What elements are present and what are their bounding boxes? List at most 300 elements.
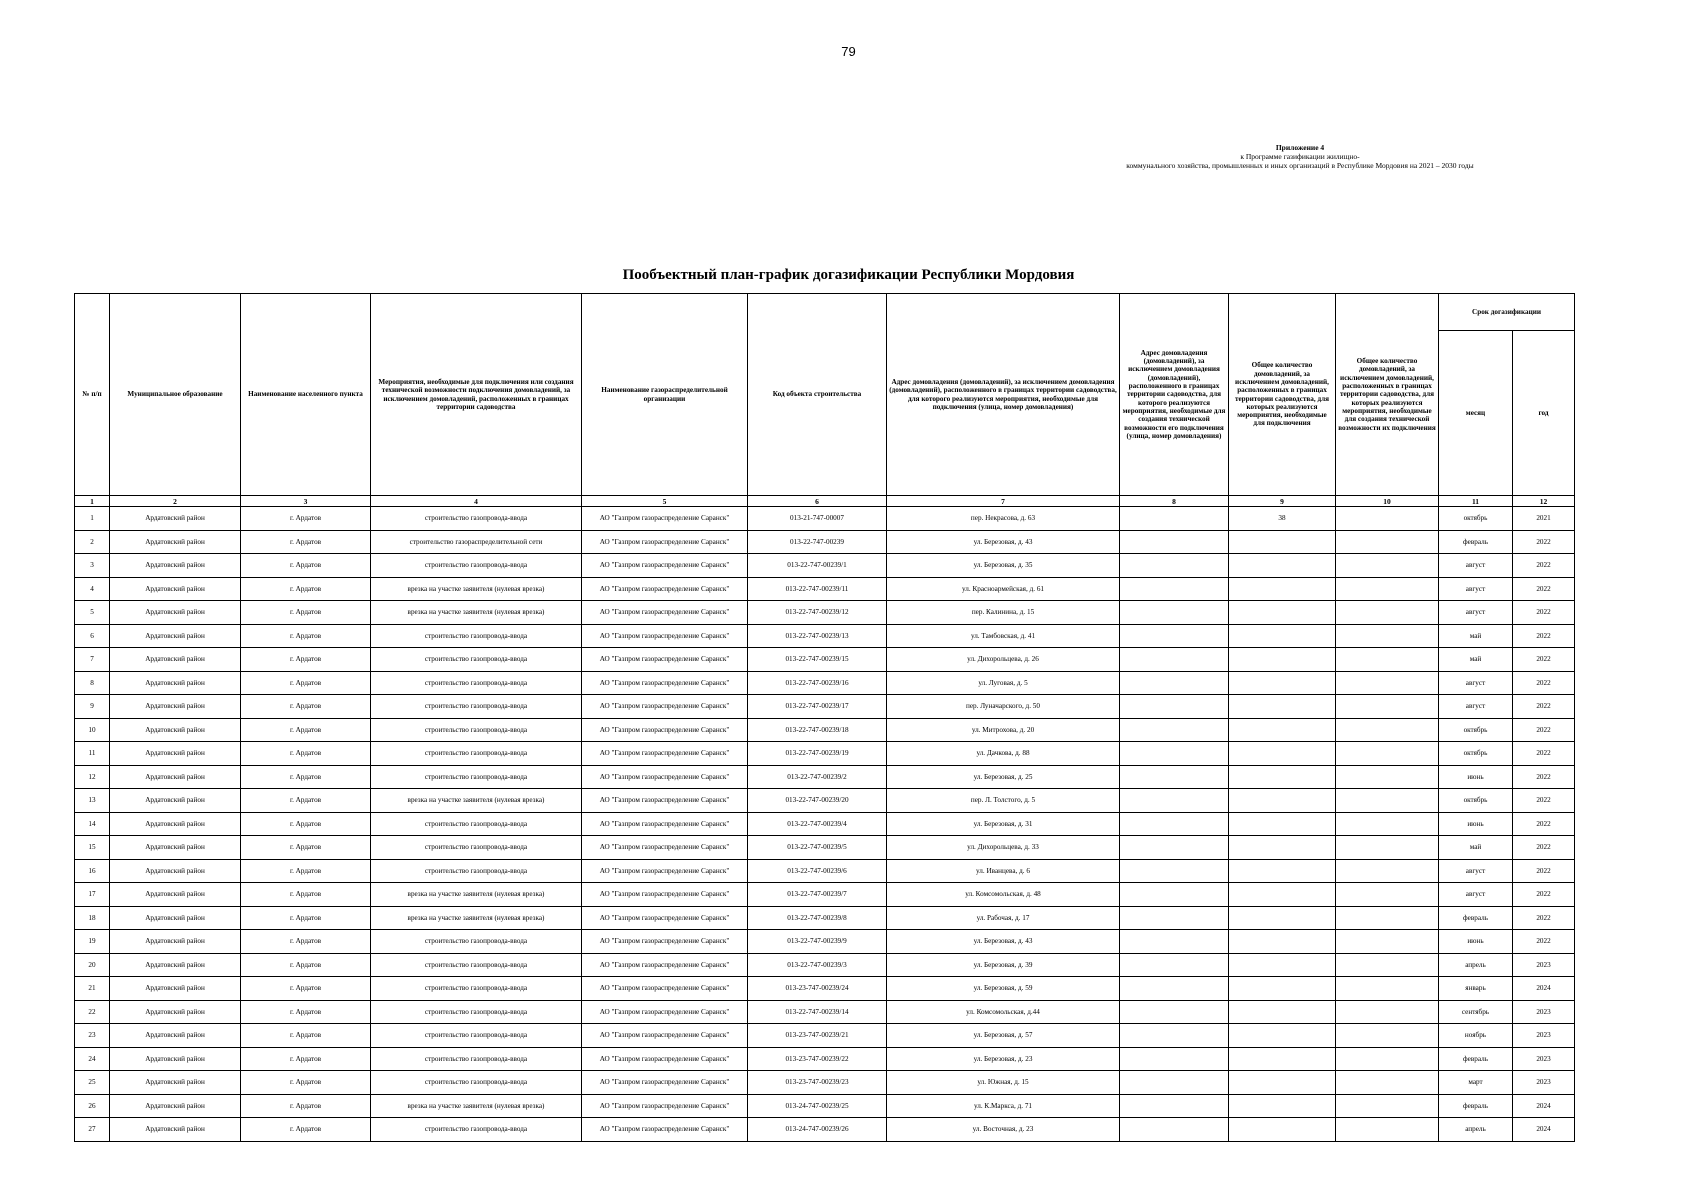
- cell-num: 25: [75, 1071, 110, 1095]
- cell-address: ул. Дихорольцева, д. 33: [887, 836, 1120, 860]
- cell-measures: строительство газопровода-ввода: [371, 624, 582, 648]
- cell-gdo: АО "Газпром газораспределение Саранск": [582, 836, 748, 860]
- cell-settlement: г. Ардатов: [241, 977, 371, 1001]
- cell-address-tech: [1120, 1024, 1229, 1048]
- cell-address-tech: [1120, 930, 1229, 954]
- column-number: 9: [1229, 496, 1336, 507]
- cell-total-tech: [1336, 624, 1439, 648]
- cell-gdo: АО "Газпром газораспределение Саранск": [582, 601, 748, 625]
- cell-num: 7: [75, 648, 110, 672]
- cell-month: август: [1439, 554, 1513, 578]
- cell-measures: врезка на участке заявителя (нулевая врезка): [371, 883, 582, 907]
- cell-object-code: 013-22-747-00239/16: [748, 671, 887, 695]
- cell-year: 2022: [1513, 671, 1575, 695]
- cell-num: 23: [75, 1024, 110, 1048]
- cell-address: ул. Иванцева, д. 6: [887, 859, 1120, 883]
- cell-object-code: 013-22-747-00239/15: [748, 648, 887, 672]
- cell-measures: строительство газопровода-ввода: [371, 554, 582, 578]
- appendix-title: Приложение 4: [1275, 143, 1325, 152]
- cell-object-code: 013-22-747-00239/12: [748, 601, 887, 625]
- cell-total-tech: [1336, 1118, 1439, 1142]
- cell-address-tech: [1120, 789, 1229, 813]
- cell-address: ул. Березовая, д. 59: [887, 977, 1120, 1001]
- cell-measures: строительство газопровода-ввода: [371, 1047, 582, 1071]
- table-body: [75, 507, 1575, 1142]
- cell-month: май: [1439, 624, 1513, 648]
- cell-measures: строительство газопровода-ввода: [371, 836, 582, 860]
- cell-month: сентябрь: [1439, 1000, 1513, 1024]
- table-row: [75, 977, 1575, 1001]
- cell-gdo: АО "Газпром газораспределение Саранск": [582, 1094, 748, 1118]
- cell-gdo: АО "Газпром газораспределение Саранск": [582, 1024, 748, 1048]
- cell-municipality: Ардатовский район: [110, 1118, 241, 1142]
- cell-year: 2022: [1513, 742, 1575, 766]
- cell-object-code: 013-22-747-00239/9: [748, 930, 887, 954]
- cell-measures: врезка на участке заявителя (нулевая врезка): [371, 601, 582, 625]
- cell-municipality: Ардатовский район: [110, 836, 241, 860]
- table-row: [75, 742, 1575, 766]
- column-number: 6: [748, 496, 887, 507]
- cell-settlement: г. Ардатов: [241, 671, 371, 695]
- cell-gdo: АО "Газпром газораспределение Саранск": [582, 1047, 748, 1071]
- cell-address-tech: [1120, 883, 1229, 907]
- cell-total-connect: [1229, 718, 1336, 742]
- cell-address: ул. Рабочая, д. 17: [887, 906, 1120, 930]
- cell-settlement: г. Ардатов: [241, 906, 371, 930]
- table-row: [75, 812, 1575, 836]
- column-number: 7: [887, 496, 1120, 507]
- table-row: [75, 883, 1575, 907]
- cell-year: 2022: [1513, 812, 1575, 836]
- cell-month: октябрь: [1439, 718, 1513, 742]
- cell-settlement: г. Ардатов: [241, 1024, 371, 1048]
- cell-object-code: 013-22-747-00239/8: [748, 906, 887, 930]
- cell-address-tech: [1120, 742, 1229, 766]
- cell-settlement: г. Ардатов: [241, 930, 371, 954]
- cell-year: 2022: [1513, 836, 1575, 860]
- cell-gdo: АО "Газпром газораспределение Саранск": [582, 812, 748, 836]
- cell-address: ул. Тамбовская, д. 41: [887, 624, 1120, 648]
- cell-settlement: г. Ардатов: [241, 1047, 371, 1071]
- table-row: [75, 1071, 1575, 1095]
- cell-settlement: г. Ардатов: [241, 530, 371, 554]
- cell-municipality: Ардатовский район: [110, 577, 241, 601]
- cell-total-tech: [1336, 765, 1439, 789]
- cell-total-tech: [1336, 1094, 1439, 1118]
- appendix-line-2: коммунального хозяйства, промышленных и иных организаций в Республике Мордовия на 2021 – 2030 годы: [1126, 161, 1474, 170]
- cell-total-tech: [1336, 601, 1439, 625]
- cell-month: август: [1439, 859, 1513, 883]
- cell-municipality: Ардатовский район: [110, 742, 241, 766]
- cell-address-tech: [1120, 624, 1229, 648]
- cell-address-tech: [1120, 1000, 1229, 1024]
- cell-month: февраль: [1439, 1094, 1513, 1118]
- cell-num: 20: [75, 953, 110, 977]
- cell-measures: строительство газопровода-ввода: [371, 507, 582, 531]
- cell-settlement: г. Ардатов: [241, 718, 371, 742]
- cell-num: 6: [75, 624, 110, 648]
- cell-settlement: г. Ардатов: [241, 554, 371, 578]
- cell-municipality: Ардатовский район: [110, 953, 241, 977]
- cell-year: 2024: [1513, 1118, 1575, 1142]
- cell-municipality: Ардатовский район: [110, 601, 241, 625]
- cell-object-code: 013-21-747-00007: [748, 507, 887, 531]
- cell-address: ул. Митрохова, д. 20: [887, 718, 1120, 742]
- cell-month: апрель: [1439, 1118, 1513, 1142]
- cell-address-tech: [1120, 671, 1229, 695]
- column-number: 3: [241, 496, 371, 507]
- cell-object-code: 013-22-747-00239/3: [748, 953, 887, 977]
- cell-address-tech: [1120, 601, 1229, 625]
- cell-total-connect: [1229, 530, 1336, 554]
- cell-object-code: 013-22-747-00239/18: [748, 718, 887, 742]
- column-number: 1: [75, 496, 110, 507]
- cell-total-connect: [1229, 930, 1336, 954]
- cell-total-connect: [1229, 624, 1336, 648]
- cell-month: май: [1439, 836, 1513, 860]
- cell-address-tech: [1120, 906, 1229, 930]
- cell-year: 2022: [1513, 648, 1575, 672]
- cell-num: 27: [75, 1118, 110, 1142]
- cell-settlement: г. Ардатов: [241, 953, 371, 977]
- cell-num: 16: [75, 859, 110, 883]
- cell-object-code: 013-22-747-00239/7: [748, 883, 887, 907]
- header-measures: Мероприятия, необходимые для подключения или создания технической возможности подключения домовладений, за исключением домовладений, расположенных в границах территории садоводства: [371, 294, 582, 496]
- cell-address: ул. К.Маркса, д. 71: [887, 1094, 1120, 1118]
- table-row: [75, 507, 1575, 531]
- cell-settlement: г. Ардатов: [241, 624, 371, 648]
- cell-object-code: 013-22-747-00239/11: [748, 577, 887, 601]
- cell-total-connect: 38: [1229, 507, 1336, 531]
- cell-address-tech: [1120, 530, 1229, 554]
- cell-year: 2022: [1513, 930, 1575, 954]
- table-header: [75, 294, 1575, 507]
- cell-object-code: 013-22-747-00239/2: [748, 765, 887, 789]
- cell-total-tech: [1336, 930, 1439, 954]
- table-row: [75, 1000, 1575, 1024]
- cell-year: 2022: [1513, 695, 1575, 719]
- cell-year: 2022: [1513, 554, 1575, 578]
- header-month: месяц: [1439, 331, 1513, 496]
- cell-object-code: 013-23-747-00239/24: [748, 977, 887, 1001]
- table-row: [75, 1024, 1575, 1048]
- cell-total-connect: [1229, 812, 1336, 836]
- cell-total-tech: [1336, 554, 1439, 578]
- gasification-schedule-table: [74, 293, 1575, 1142]
- cell-month: ноябрь: [1439, 1024, 1513, 1048]
- cell-address: ул. Комсомольская, д.44: [887, 1000, 1120, 1024]
- cell-year: 2022: [1513, 859, 1575, 883]
- cell-address-tech: [1120, 836, 1229, 860]
- cell-year: 2022: [1513, 789, 1575, 813]
- cell-settlement: г. Ардатов: [241, 1118, 371, 1142]
- cell-year: 2023: [1513, 953, 1575, 977]
- cell-address: пер. Л. Толстого, д. 5: [887, 789, 1120, 813]
- cell-year: 2022: [1513, 577, 1575, 601]
- cell-measures: строительство газопровода-ввода: [371, 859, 582, 883]
- cell-address-tech: [1120, 953, 1229, 977]
- cell-total-connect: [1229, 1094, 1336, 1118]
- table-row: [75, 1047, 1575, 1071]
- cell-measures: строительство газопровода-ввода: [371, 1000, 582, 1024]
- cell-num: 17: [75, 883, 110, 907]
- cell-total-tech: [1336, 789, 1439, 813]
- cell-address: ул. Березовая, д. 35: [887, 554, 1120, 578]
- cell-num: 5: [75, 601, 110, 625]
- cell-year: 2023: [1513, 1024, 1575, 1048]
- cell-address-tech: [1120, 765, 1229, 789]
- cell-total-connect: [1229, 742, 1336, 766]
- cell-month: август: [1439, 671, 1513, 695]
- header-municipality: Муниципальное образование: [110, 294, 241, 496]
- cell-total-tech: [1336, 883, 1439, 907]
- cell-gdo: АО "Газпром газораспределение Саранск": [582, 695, 748, 719]
- cell-total-tech: [1336, 718, 1439, 742]
- document-title: Пообъектный план-график догазификации Республики Мордовия: [622, 267, 1075, 283]
- cell-num: 18: [75, 906, 110, 930]
- cell-measures: строительство газопровода-ввода: [371, 977, 582, 1001]
- cell-year: 2022: [1513, 906, 1575, 930]
- table-row: [75, 836, 1575, 860]
- table-row: [75, 953, 1575, 977]
- cell-num: 2: [75, 530, 110, 554]
- cell-total-connect: [1229, 1047, 1336, 1071]
- cell-year: 2022: [1513, 718, 1575, 742]
- cell-num: 21: [75, 977, 110, 1001]
- cell-address: ул. Березовая, д. 39: [887, 953, 1120, 977]
- cell-total-tech: [1336, 648, 1439, 672]
- cell-address: ул. Дачкова, д. 88: [887, 742, 1120, 766]
- cell-month: июнь: [1439, 812, 1513, 836]
- cell-num: 4: [75, 577, 110, 601]
- cell-month: январь: [1439, 977, 1513, 1001]
- cell-month: апрель: [1439, 953, 1513, 977]
- cell-address-tech: [1120, 859, 1229, 883]
- cell-object-code: 013-22-747-00239/14: [748, 1000, 887, 1024]
- cell-address: ул. Березовая, д. 43: [887, 930, 1120, 954]
- cell-gdo: АО "Газпром газораспределение Саранск": [582, 1000, 748, 1024]
- cell-address: ул. Березовая, д. 31: [887, 812, 1120, 836]
- cell-gdo: АО "Газпром газораспределение Саранск": [582, 742, 748, 766]
- cell-municipality: Ардатовский район: [110, 1000, 241, 1024]
- cell-year: 2024: [1513, 1094, 1575, 1118]
- cell-num: 3: [75, 554, 110, 578]
- cell-total-connect: [1229, 953, 1336, 977]
- cell-total-tech: [1336, 577, 1439, 601]
- cell-gdo: АО "Газпром газораспределение Саранск": [582, 883, 748, 907]
- cell-object-code: 013-22-747-00239/5: [748, 836, 887, 860]
- cell-gdo: АО "Газпром газораспределение Саранск": [582, 906, 748, 930]
- cell-address: ул. Дихорольцева, д. 26: [887, 648, 1120, 672]
- table-row: [75, 859, 1575, 883]
- cell-municipality: Ардатовский район: [110, 695, 241, 719]
- cell-measures: строительство газораспределительной сети: [371, 530, 582, 554]
- cell-address-tech: [1120, 1047, 1229, 1071]
- cell-address-tech: [1120, 648, 1229, 672]
- cell-address: ул. Южная, д. 15: [887, 1071, 1120, 1095]
- cell-total-connect: [1229, 554, 1336, 578]
- cell-settlement: г. Ардатов: [241, 836, 371, 860]
- cell-settlement: г. Ардатов: [241, 765, 371, 789]
- table-row: [75, 530, 1575, 554]
- cell-gdo: АО "Газпром газораспределение Саранск": [582, 1118, 748, 1142]
- cell-year: 2022: [1513, 765, 1575, 789]
- cell-object-code: 013-22-747-00239/1: [748, 554, 887, 578]
- column-number: 8: [1120, 496, 1229, 507]
- cell-measures: строительство газопровода-ввода: [371, 671, 582, 695]
- table-row: [75, 789, 1575, 813]
- cell-address-tech: [1120, 1071, 1229, 1095]
- cell-municipality: Ардатовский район: [110, 1094, 241, 1118]
- cell-num: 15: [75, 836, 110, 860]
- cell-municipality: Ардатовский район: [110, 648, 241, 672]
- cell-gdo: АО "Газпром газораспределение Саранск": [582, 930, 748, 954]
- cell-total-tech: [1336, 695, 1439, 719]
- cell-settlement: г. Ардатов: [241, 695, 371, 719]
- cell-address-tech: [1120, 1118, 1229, 1142]
- cell-total-tech: [1336, 507, 1439, 531]
- cell-total-connect: [1229, 1024, 1336, 1048]
- cell-object-code: 013-23-747-00239/22: [748, 1047, 887, 1071]
- cell-address: пер. Некрасова, д. 63: [887, 507, 1120, 531]
- cell-address: ул. Красноармейская, д. 61: [887, 577, 1120, 601]
- cell-measures: строительство газопровода-ввода: [371, 742, 582, 766]
- cell-gdo: АО "Газпром газораспределение Саранск": [582, 859, 748, 883]
- cell-gdo: АО "Газпром газораспределение Саранск": [582, 789, 748, 813]
- cell-object-code: 013-22-747-00239/17: [748, 695, 887, 719]
- cell-measures: строительство газопровода-ввода: [371, 930, 582, 954]
- cell-total-connect: [1229, 883, 1336, 907]
- cell-municipality: Ардатовский район: [110, 906, 241, 930]
- cell-measures: врезка на участке заявителя (нулевая врезка): [371, 789, 582, 813]
- cell-total-connect: [1229, 1118, 1336, 1142]
- cell-total-tech: [1336, 977, 1439, 1001]
- header-settlement: Наименование населенного пункта: [241, 294, 371, 496]
- cell-num: 11: [75, 742, 110, 766]
- cell-month: октябрь: [1439, 507, 1513, 531]
- cell-address-tech: [1120, 1094, 1229, 1118]
- cell-measures: строительство газопровода-ввода: [371, 1024, 582, 1048]
- cell-total-tech: [1336, 859, 1439, 883]
- cell-municipality: Ардатовский район: [110, 765, 241, 789]
- cell-settlement: г. Ардатов: [241, 648, 371, 672]
- header-object-code: Код объекта строительства: [748, 294, 887, 496]
- cell-municipality: Ардатовский район: [110, 977, 241, 1001]
- cell-address: ул. Березовая, д. 43: [887, 530, 1120, 554]
- cell-municipality: Ардатовский район: [110, 530, 241, 554]
- table-row: [75, 554, 1575, 578]
- page-number: 79: [841, 44, 856, 59]
- header-total-connect: Общее количество домовладений, за исключением домовладений, расположенных в границах территории садоводства, для которых реализуются мероприятия, необходимые для подключения: [1229, 294, 1336, 496]
- cell-gdo: АО "Газпром газораспределение Саранск": [582, 977, 748, 1001]
- cell-total-tech: [1336, 953, 1439, 977]
- column-number: 5: [582, 496, 748, 507]
- cell-measures: врезка на участке заявителя (нулевая врезка): [371, 577, 582, 601]
- column-number: 4: [371, 496, 582, 507]
- header-total-tech: Общее количество домовладений, за исключением домовладений, расположенных в границах территории садоводства, для которых реализуются мероприятия, необходимые для создания технической возможности их подключения: [1336, 294, 1439, 496]
- cell-municipality: Ардатовский район: [110, 1024, 241, 1048]
- cell-year: 2022: [1513, 624, 1575, 648]
- cell-total-connect: [1229, 1071, 1336, 1095]
- cell-year: 2021: [1513, 507, 1575, 531]
- cell-gdo: АО "Газпром газораспределение Саранск": [582, 648, 748, 672]
- cell-settlement: г. Ардатов: [241, 812, 371, 836]
- cell-measures: врезка на участке заявителя (нулевая врезка): [371, 906, 582, 930]
- cell-municipality: Ардатовский район: [110, 718, 241, 742]
- appendix-line-1: к Программе газификации жилищно-: [1240, 152, 1360, 161]
- cell-total-tech: [1336, 1000, 1439, 1024]
- cell-month: февраль: [1439, 530, 1513, 554]
- cell-municipality: Ардатовский район: [110, 789, 241, 813]
- cell-object-code: 013-22-747-00239/6: [748, 859, 887, 883]
- header-address: Адрес домовладения (домовладений), за исключением домовладения (домовладений), расположенного в границах территории садоводства, для которого реализуются мероприятия, необходимые для подключения (улица, номер домовладения): [887, 294, 1120, 496]
- cell-num: 1: [75, 507, 110, 531]
- cell-month: февраль: [1439, 906, 1513, 930]
- cell-object-code: 013-22-747-00239/13: [748, 624, 887, 648]
- cell-month: август: [1439, 577, 1513, 601]
- cell-month: июнь: [1439, 930, 1513, 954]
- cell-total-connect: [1229, 765, 1336, 789]
- cell-settlement: г. Ардатов: [241, 883, 371, 907]
- cell-settlement: г. Ардатов: [241, 1000, 371, 1024]
- cell-settlement: г. Ардатов: [241, 577, 371, 601]
- cell-month: март: [1439, 1071, 1513, 1095]
- column-number: 11: [1439, 496, 1513, 507]
- cell-address-tech: [1120, 718, 1229, 742]
- cell-year: 2023: [1513, 1071, 1575, 1095]
- cell-total-connect: [1229, 577, 1336, 601]
- cell-measures: строительство газопровода-ввода: [371, 648, 582, 672]
- header-num: № п/п: [75, 294, 110, 496]
- cell-address-tech: [1120, 695, 1229, 719]
- cell-total-tech: [1336, 742, 1439, 766]
- cell-address: ул. Березовая, д. 57: [887, 1024, 1120, 1048]
- table-row: [75, 624, 1575, 648]
- cell-address-tech: [1120, 812, 1229, 836]
- cell-num: 9: [75, 695, 110, 719]
- cell-gdo: АО "Газпром газораспределение Саранск": [582, 953, 748, 977]
- cell-month: октябрь: [1439, 742, 1513, 766]
- column-number: 10: [1336, 496, 1439, 507]
- cell-settlement: г. Ардатов: [241, 859, 371, 883]
- cell-month: август: [1439, 883, 1513, 907]
- column-number: 2: [110, 496, 241, 507]
- cell-total-connect: [1229, 648, 1336, 672]
- cell-total-connect: [1229, 601, 1336, 625]
- table-row: [75, 648, 1575, 672]
- cell-gdo: АО "Газпром газораспределение Саранск": [582, 624, 748, 648]
- cell-municipality: Ардатовский район: [110, 507, 241, 531]
- cell-address-tech: [1120, 507, 1229, 531]
- cell-object-code: 013-22-747-00239/19: [748, 742, 887, 766]
- cell-measures: строительство газопровода-ввода: [371, 1118, 582, 1142]
- cell-num: 26: [75, 1094, 110, 1118]
- cell-settlement: г. Ардатов: [241, 789, 371, 813]
- cell-num: 19: [75, 930, 110, 954]
- cell-gdo: АО "Газпром газораспределение Саранск": [582, 765, 748, 789]
- cell-municipality: Ардатовский район: [110, 554, 241, 578]
- cell-settlement: г. Ардатов: [241, 507, 371, 531]
- cell-month: август: [1439, 601, 1513, 625]
- table-row: [75, 906, 1575, 930]
- cell-year: 2023: [1513, 1000, 1575, 1024]
- header-address-tech: Адрес домовладения (домовладений), за исключением домовладения (домовладений), расположенного в границах территории садоводства, для которого реализуются мероприятия, необходимые для создания технической возможности его подключения (улица, номер домовладения): [1120, 294, 1229, 496]
- cell-measures: строительство газопровода-ввода: [371, 953, 582, 977]
- cell-month: февраль: [1439, 1047, 1513, 1071]
- table-row: [75, 671, 1575, 695]
- cell-address-tech: [1120, 554, 1229, 578]
- cell-year: 2022: [1513, 530, 1575, 554]
